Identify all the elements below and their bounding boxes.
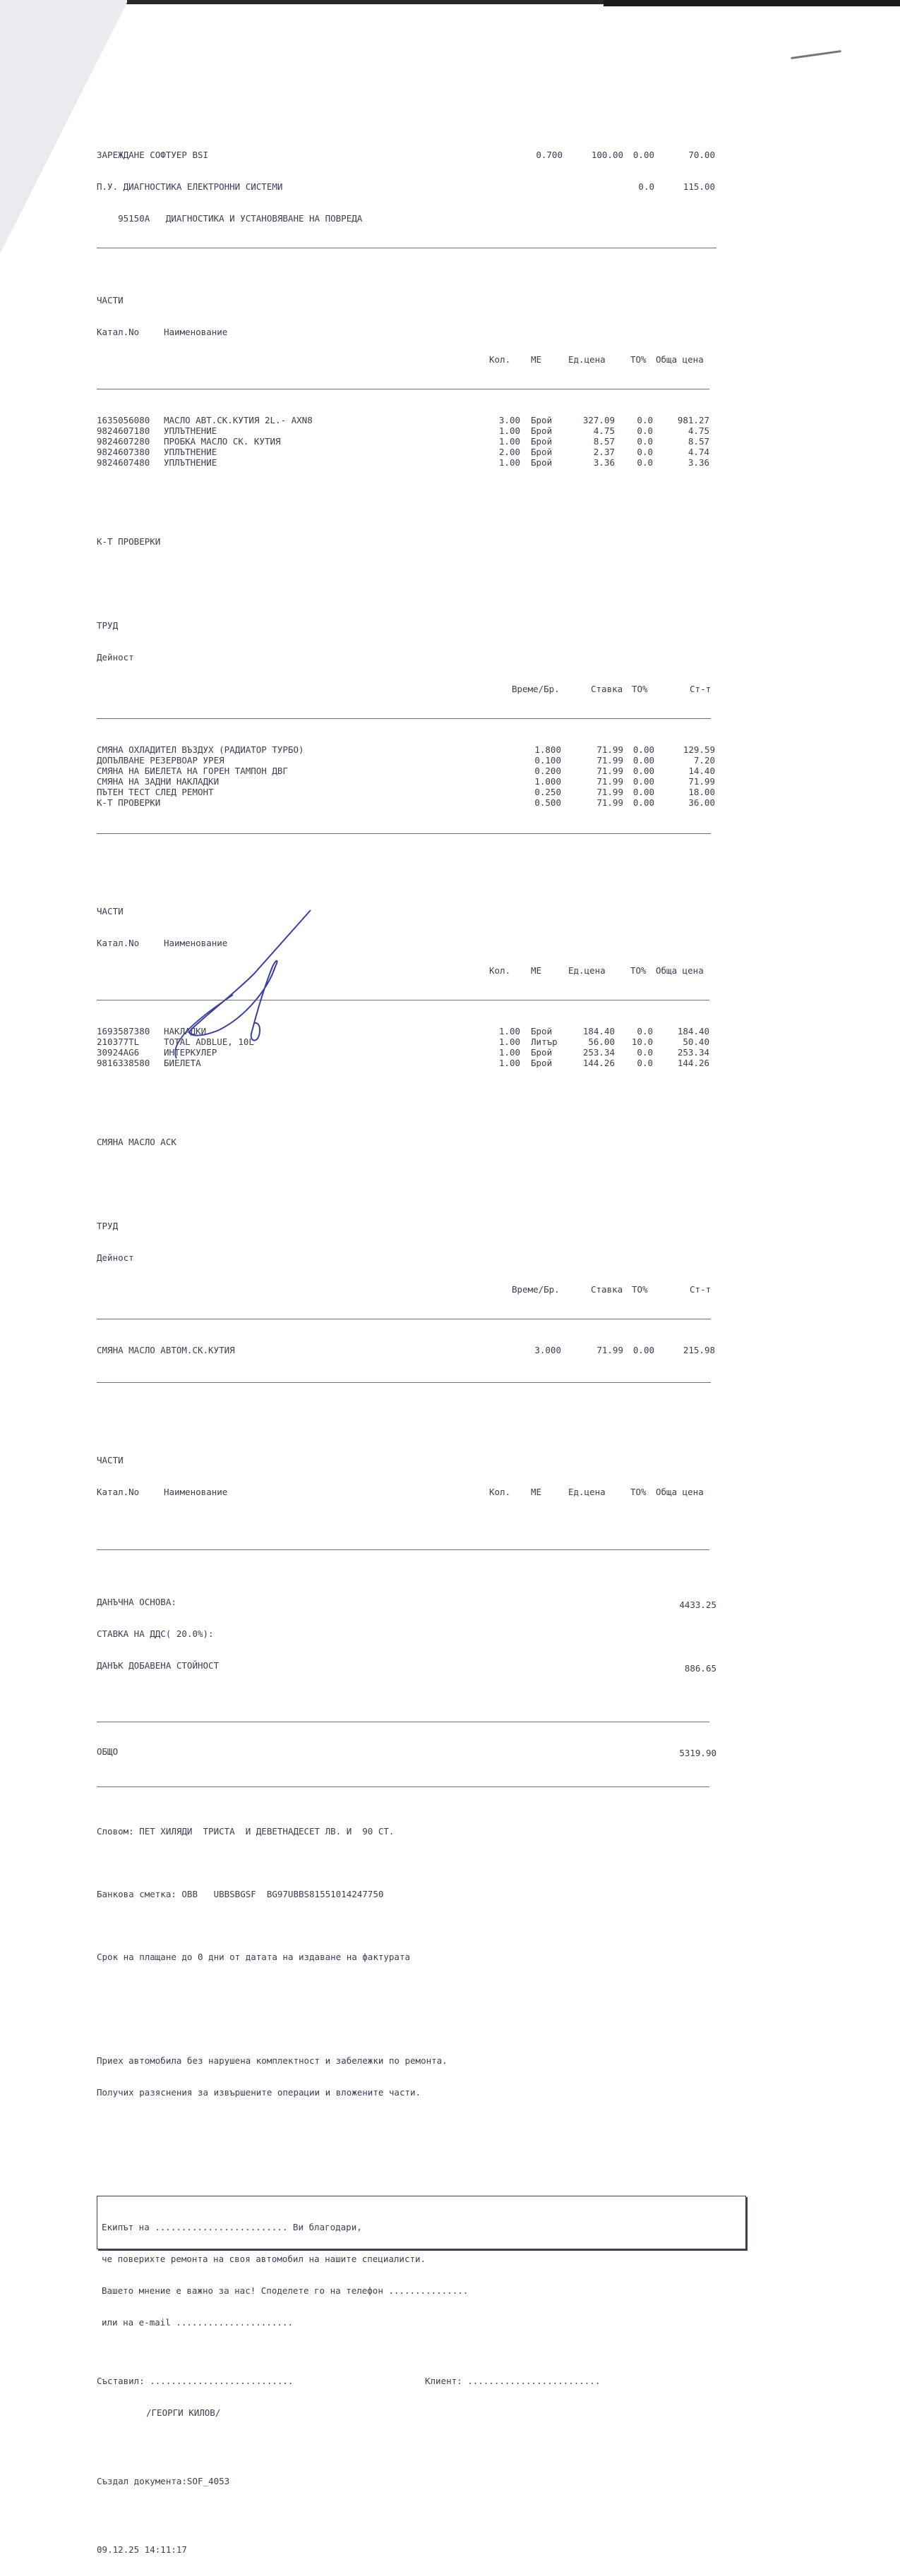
col-name: Наименование <box>164 938 228 948</box>
part-cat-no: 9824607280 <box>97 436 150 447</box>
labor-disc: 0.00 <box>632 1345 654 1355</box>
labor-title: ТРУД <box>97 620 119 631</box>
part-total: 144.26 <box>677 1058 709 1068</box>
col-cat: Катал.No <box>97 327 140 337</box>
labor-section-title-2 <box>97 1221 750 1231</box>
part-disc: 0.0 <box>637 447 653 457</box>
top-total-2: 115.00 <box>683 181 715 192</box>
labor-disc: 0.00 <box>632 744 654 755</box>
parts-header-cols <box>97 354 750 365</box>
message-line: Екипът на ......................... Ви благодари, <box>102 2222 362 2232</box>
part-total: 981.27 <box>677 415 709 425</box>
part-unit: Брой <box>531 425 553 436</box>
part-name: НАКЛАДКИ <box>164 1026 207 1036</box>
labor-header-activity <box>97 652 750 663</box>
labor-activity: СМЯНА НА ЗАДНИ НАКЛАДКИ <box>97 776 220 787</box>
pen-mark <box>791 50 841 59</box>
labor-total: 18.00 <box>688 787 715 797</box>
part-cat-no: 9824607480 <box>97 457 150 468</box>
labor-total: 71.99 <box>688 776 715 787</box>
part-disc: 0.0 <box>637 457 653 468</box>
part-name: ИНТЕРКУЛЕР <box>164 1047 217 1058</box>
labor-disc: 0.00 <box>632 787 654 797</box>
part-unit: Брой <box>531 1058 553 1068</box>
part-total: 8.57 <box>688 436 709 447</box>
table-row <box>97 1345 750 1355</box>
grand-total-row <box>97 1746 750 1757</box>
labor-total: 14.40 <box>688 766 715 776</box>
invoice-document <box>97 107 750 2565</box>
part-name: УПЛЪТНЕНИЕ <box>164 457 217 468</box>
part-unit: Брой <box>531 447 553 457</box>
labor-disc: 0.00 <box>632 766 654 776</box>
part-price: 184.40 <box>582 1026 615 1036</box>
table-row <box>97 797 750 808</box>
part-unit: Брой <box>531 1047 553 1058</box>
labor-total: 36.00 <box>688 797 715 808</box>
col-cat: Катал.No <box>97 1487 140 1497</box>
col-price: Ед.цена <box>568 965 606 976</box>
col-price: Ед.цена <box>568 1487 606 1497</box>
timestamp-row <box>97 2544 750 2555</box>
words-text: Словом: ПЕТ ХИЛЯДИ ТРИСТА И ДЕВЕТНАДЕСЕТ ЛВ. И 90 СТ. <box>97 1826 395 1837</box>
part-disc: 10.0 <box>631 1036 653 1047</box>
table-row <box>97 744 750 755</box>
accept-text-1: Приех автомобила без нарушена комплектност и забележки по ремонта. <box>97 2055 448 2066</box>
section-ask <box>97 1137 750 1147</box>
labor-header-cols-2 <box>97 1284 750 1295</box>
vat-row <box>97 1660 750 1674</box>
part-price: 4.75 <box>593 425 615 436</box>
part-name: TOTAL ADBLUE, 10L <box>164 1036 254 1047</box>
table-row <box>97 776 750 787</box>
labor-time: 0.250 <box>534 787 561 797</box>
grand-total-value: 5319.90 <box>679 1748 716 1758</box>
top-disc: 0.00 <box>632 150 654 160</box>
parts-section-title <box>97 295 750 306</box>
top-line-3: 95150A ДИАГНОСТИКА И УСТАНОВЯВАНЕ НА ПОВРЕДА <box>97 213 363 224</box>
parts-title: ЧАСТИ <box>97 1455 124 1465</box>
part-name: ПРОБКА МАСЛО СК. КУТИЯ <box>164 436 281 447</box>
feedback-message-box <box>97 2196 746 2328</box>
labor-activity: К-Т ПРОВЕРКИ <box>97 797 161 808</box>
part-total: 3.36 <box>688 457 709 468</box>
labor-activity: СМЯНА МАСЛО АВТОМ.СК.КУТИЯ <box>97 1345 235 1355</box>
part-disc: 0.0 <box>637 425 653 436</box>
labor-total: 7.20 <box>693 755 715 766</box>
col-unit: МЕ <box>531 354 542 365</box>
vat-rate-row <box>97 1628 750 1639</box>
labor-time: 0.100 <box>534 755 561 766</box>
col-total: Обща цена <box>656 1487 704 1497</box>
labor-section-title <box>97 620 750 631</box>
labor-list-2 <box>97 1345 750 1355</box>
labor-header-activity-2 <box>97 1252 750 1263</box>
part-unit: Литър <box>531 1036 558 1047</box>
part-qty: 1.00 <box>498 425 520 436</box>
divider <box>97 1382 711 1383</box>
vat-label: ДАНЪК ДОБАВЕНА СТОЙНОСТ <box>97 1660 220 1671</box>
labor-title: ТРУД <box>97 1221 119 1231</box>
part-qty: 3.00 <box>498 415 520 425</box>
part-price: 8.57 <box>593 436 615 447</box>
col-rate: Ставка <box>591 684 623 694</box>
part-name: УПЛЪТНЕНИЕ <box>164 447 217 457</box>
part-disc: 0.0 <box>637 1047 653 1058</box>
grand-total-label: ОБЩО <box>97 1746 119 1757</box>
labor-time: 0.200 <box>534 766 561 776</box>
part-qty: 1.00 <box>498 1047 520 1058</box>
timestamp-text: 09.12.25 14:11:17 <box>97 2544 187 2555</box>
labor-rate: 71.99 <box>596 755 623 766</box>
bank-account <box>97 1889 750 1899</box>
vat-rate-label: СТАВКА НА ДДС( 20.0%): <box>97 1628 214 1639</box>
part-cat-no: 30924AG6 <box>97 1047 140 1058</box>
labor-disc: 0.00 <box>632 755 654 766</box>
parts-header-row <box>97 327 750 337</box>
part-price: 144.26 <box>582 1058 615 1068</box>
part-disc: 0.0 <box>637 1058 653 1068</box>
top-disc-2: 0.0 <box>638 181 654 192</box>
part-total: 50.40 <box>683 1036 709 1047</box>
part-cat-no: 1635056080 <box>97 415 150 425</box>
part-name: БИЕЛЕТА <box>164 1058 201 1068</box>
col-activity: Дейност <box>97 1252 134 1263</box>
labor-time: 0.500 <box>534 797 561 808</box>
col-disc: ТО% <box>630 1487 647 1497</box>
part-name: УПЛЪТНЕНИЕ <box>164 425 217 436</box>
col-qty: Кол. <box>489 965 511 976</box>
part-name: МАСЛО АВТ.СК.КУТИЯ 2L.- AXN8 <box>164 415 313 425</box>
part-cat-no: 210377TL <box>97 1036 140 1047</box>
labor-time: 1.000 <box>534 776 561 787</box>
part-price: 327.09 <box>582 415 615 425</box>
col-name: Наименование <box>164 1487 228 1497</box>
part-qty: 1.00 <box>498 436 520 447</box>
parts-title: ЧАСТИ <box>97 295 124 306</box>
created-by-text: Създал документа:SOF_4053 <box>97 2476 230 2486</box>
labor-time: 1.800 <box>534 744 561 755</box>
labor-list-1 <box>97 744 750 808</box>
section-kt-title: К-Т ПРОВЕРКИ <box>97 536 161 547</box>
labor-activity: СМЯНА ОХЛАДИТЕЛ ВЪЗДУХ (РАДИАТОР ТУРБО) <box>97 744 304 755</box>
part-qty: 1.00 <box>498 1058 520 1068</box>
labor-rate: 71.99 <box>596 766 623 776</box>
tax-base-row <box>97 1597 750 1610</box>
part-disc: 0.0 <box>637 436 653 447</box>
table-row <box>97 447 750 457</box>
labor-total: 129.59 <box>683 744 715 755</box>
divider <box>97 1549 709 1550</box>
labor-rate: 71.99 <box>596 776 623 787</box>
col-rate: Ставка <box>591 1284 623 1295</box>
table-row <box>97 787 750 797</box>
top-line-1: ЗАРЕЖДАНЕ СОФТУЕР BSI <box>97 150 209 160</box>
top-row-1 <box>97 150 750 160</box>
labor-total: 215.98 <box>683 1345 715 1355</box>
col-disc: ТО% <box>632 1284 648 1295</box>
compiled-by-label: Съставил: ........................... <box>97 2376 294 2386</box>
top-row-2 <box>97 181 750 192</box>
section-ask-title: СМЯНА МАСЛО АСК <box>97 1137 176 1147</box>
part-disc: 0.0 <box>637 415 653 425</box>
part-unit: Брой <box>531 457 553 468</box>
col-time: Време/Бр. <box>512 684 560 694</box>
message-line: или на e-mail ...................... <box>102 2317 293 2328</box>
payment-terms <box>97 1952 750 1962</box>
part-qty: 1.00 <box>498 1026 520 1036</box>
terms-text: Срок на плащане до 0 дни от датата на издаване на фактурата <box>97 1952 411 1962</box>
part-cat-no: 1693587380 <box>97 1026 150 1036</box>
part-cat-no: 9824607180 <box>97 425 150 436</box>
part-disc: 0.0 <box>637 1026 653 1036</box>
vat-value: 886.65 <box>684 1663 716 1674</box>
col-total: Ст-т <box>690 1284 712 1295</box>
col-qty: Кол. <box>489 1487 511 1497</box>
part-unit: Брой <box>531 415 553 425</box>
labor-activity: ПЪТЕН ТЕСТ СЛЕД РЕМОНТ <box>97 787 214 797</box>
section-kt <box>97 536 750 547</box>
part-unit: Брой <box>531 1026 553 1036</box>
table-row <box>97 755 750 766</box>
part-cat-no: 9816338580 <box>97 1058 150 1068</box>
part-total: 184.40 <box>677 1026 709 1036</box>
part-price: 3.36 <box>593 457 615 468</box>
col-time: Време/Бр. <box>512 1284 560 1295</box>
signature-image <box>148 910 318 1058</box>
parts-section-title-3 <box>97 1455 750 1465</box>
part-cat-no: 9824607380 <box>97 447 150 457</box>
divider <box>97 1786 709 1787</box>
compiled-name-row <box>97 2407 750 2418</box>
bank-text: Банкова сметка: OBB UBBSBGSF BG97UBBS81551014247750 <box>97 1889 384 1899</box>
compiled-by-row <box>97 2376 750 2386</box>
amount-in-words <box>97 1826 750 1837</box>
col-disc: ТО% <box>630 965 647 976</box>
client-label: Клиент: ......................... <box>425 2376 601 2386</box>
top-qty: 0.700 <box>536 150 563 160</box>
part-qty: 1.00 <box>498 1036 520 1047</box>
message-line: Вашето мнение е важно за нас! Споделете го на телефон ............... <box>102 2285 469 2296</box>
parts-title: ЧАСТИ <box>97 906 124 917</box>
compiled-by-name: /ГЕОРГИ КИЛОВ/ <box>146 2407 221 2418</box>
col-price: Ед.цена <box>568 354 606 365</box>
table-row <box>97 1058 750 1068</box>
parts-list-1 <box>97 415 750 468</box>
top-rate: 100.00 <box>591 150 623 160</box>
part-unit: Брой <box>531 436 553 447</box>
col-cat: Катал.No <box>97 938 140 948</box>
labor-disc: 0.00 <box>632 797 654 808</box>
labor-rate: 71.99 <box>596 1345 623 1355</box>
created-by-row <box>97 2476 750 2486</box>
top-line-2: П.У. ДИАГНОСТИКА ЕЛЕКТРОННИ СИСТЕМИ <box>97 181 283 192</box>
part-price: 56.00 <box>588 1036 615 1047</box>
acceptance-2 <box>97 2087 750 2098</box>
table-row <box>97 425 750 436</box>
col-disc: ТО% <box>632 684 648 694</box>
col-total: Обща цена <box>656 965 704 976</box>
labor-activity: СМЯНА НА БИЕЛЕТА НА ГОРЕН ТАМПОН ДВГ <box>97 766 288 776</box>
table-row <box>97 436 750 447</box>
col-total: Ст-т <box>690 684 712 694</box>
part-qty: 1.00 <box>498 457 520 468</box>
col-name: Наименование <box>164 327 228 337</box>
scan-edge-right <box>604 0 900 6</box>
col-unit: МЕ <box>531 965 542 976</box>
part-total: 253.34 <box>677 1047 709 1058</box>
divider <box>97 718 711 719</box>
labor-rate: 71.99 <box>596 787 623 797</box>
table-row <box>97 415 750 425</box>
part-total: 4.74 <box>688 447 709 457</box>
part-qty: 2.00 <box>498 447 520 457</box>
accept-text-2: Получих разяснения за извършените операции и вложените части. <box>97 2087 421 2098</box>
acceptance-1 <box>97 2055 750 2066</box>
labor-header-cols <box>97 684 750 694</box>
top-total: 70.00 <box>688 150 715 160</box>
table-row <box>97 766 750 776</box>
labor-time: 3.000 <box>534 1345 561 1355</box>
table-row <box>97 457 750 468</box>
labor-activity: ДОПЪЛВАНЕ РЕЗЕРВОАР УРЕЯ <box>97 755 224 766</box>
col-unit: МЕ <box>531 1487 542 1497</box>
col-disc: ТО% <box>630 354 647 365</box>
labor-rate: 71.99 <box>596 797 623 808</box>
top-row-3 <box>97 213 750 224</box>
col-total: Обща цена <box>656 354 704 365</box>
labor-disc: 0.00 <box>632 776 654 787</box>
part-total: 4.75 <box>688 425 709 436</box>
col-activity: Дейност <box>97 652 134 663</box>
part-price: 253.34 <box>582 1047 615 1058</box>
divider <box>97 833 711 834</box>
message-line: че поверихте ремонта на своя автомобил на нашите специалисти. <box>102 2254 426 2264</box>
part-price: 2.37 <box>593 447 615 457</box>
parts-header-row-3 <box>97 1487 750 1497</box>
col-qty: Кол. <box>489 354 511 365</box>
tax-base-value: 4433.25 <box>679 1600 716 1610</box>
labor-rate: 71.99 <box>596 744 623 755</box>
tax-base-label: ДАНЪЧНА ОСНОВА: <box>97 1597 176 1607</box>
